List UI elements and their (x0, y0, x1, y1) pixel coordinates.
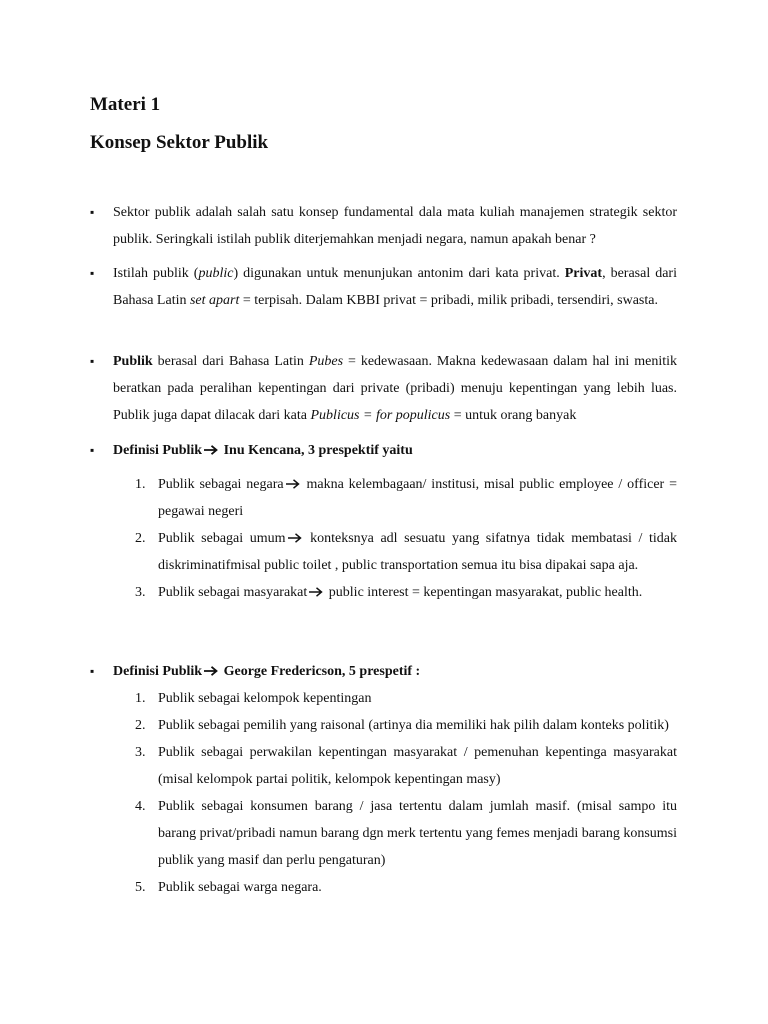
arrow-right-icon (309, 587, 323, 597)
italic-term: Pubes (308, 354, 344, 369)
item-text: Publik sebagai kelompok kepentingan (158, 691, 372, 706)
bullet-text: Sektor publik adalah salah satu konsep fundamental dala mata kuliah manajemen strategik sektor publik. Seringkali istilah publik diterjemahkan menjadi negara, namun apakah benar ? (113, 205, 677, 247)
text-run: = terpisah. Dalam KBBI privat = pribadi, milik pribadi, tersendiri, swasta. (239, 293, 658, 308)
item-number: 5. (135, 880, 146, 895)
text-run: = kedewasaan. Makna kedewasaan dalam hal ini menitik beratkan pada peralihan kepentingan dari private (pribadi) menuju kepentingan yang lebih luas. Publik juga dapat dilacak dari kata (113, 354, 678, 423)
section-heading (113, 443, 413, 458)
section-heading (113, 664, 420, 679)
document-title: Materi 1 (90, 94, 161, 115)
item-text: public interest = kepentingan masyarakat, public health. (325, 585, 643, 600)
bullet-sektor-publik (90, 199, 677, 253)
bullet-list-publik (90, 348, 677, 429)
bullet-publik-pubes (90, 348, 677, 429)
arrow-right-icon (288, 533, 302, 543)
list-item (113, 874, 677, 901)
italic-term: public (198, 266, 234, 281)
bold-term: Privat (564, 266, 603, 281)
item-text: Publik sebagai konsumen barang / jasa tertentu dalam jumlah masif. (misal sampo itu barang privat/pribadi namun barang dgn merk tertentu yang femes menjadi barang konsumsi publik yang masif dan perlu pengaturan) (158, 799, 678, 868)
text-run: Istilah publik ( (113, 266, 199, 281)
bullet-definisi-george-fredericson (90, 658, 677, 685)
text-run: = untuk orang banyak (450, 408, 577, 423)
heading-text: Definisi Publik (113, 664, 203, 679)
numbered-list-george-fredericson (113, 685, 677, 901)
arrow-right-icon (204, 445, 218, 455)
text-run: , berasal dari Bahasa Latin (113, 266, 677, 308)
item-text: Publik sebagai pemilih yang raisonal (artinya dia memiliki hak pilih dalam konteks politik) (158, 718, 669, 733)
text-run: ) digunakan untuk menunjukan antonim dari kata privat. (233, 266, 565, 281)
heading-text: Definisi Publik (113, 443, 203, 458)
arrow-right-icon (286, 479, 300, 489)
heading-text: Inu Kencana, 3 prespektif yaitu (220, 443, 413, 458)
list-item (113, 739, 677, 793)
text-run: berasal dari Bahasa Latin (152, 354, 309, 369)
bullet-list-inu-kencana (90, 437, 677, 464)
document-subtitle: Konsep Sektor Publik (90, 132, 269, 153)
item-number: 2. (135, 718, 146, 733)
italic-term: Publicus = for populicus (310, 408, 451, 423)
bullet-list-main (90, 199, 677, 253)
item-text: Publik sebagai perwakilan kepentingan masyarakat / pemenuhan kepentinga masyarakat (misal kelompok partai politik, kelompok kepentingan masy) (158, 745, 677, 787)
item-number: 2. (135, 531, 146, 546)
item-number: 3. (135, 585, 146, 600)
list-item (113, 525, 677, 579)
item-number: 1. (135, 691, 146, 706)
arrow-right-icon (204, 666, 218, 676)
item-number: 4. (135, 799, 146, 814)
heading-text: George Fredericson, 5 prespetif : (220, 664, 421, 679)
list-item (113, 579, 677, 606)
item-text: Publik sebagai warga negara. (158, 880, 322, 895)
list-item (113, 685, 677, 712)
list-item (113, 793, 677, 874)
item-text: Publik sebagai masyarakat (158, 585, 308, 600)
item-number: 1. (135, 477, 146, 492)
item-text: makna kelembagaan/ institusi, misal public employee / officer = pegawai negeri (158, 477, 677, 519)
item-text: Publik sebagai negara (158, 477, 284, 492)
bullet-definisi-inu-kencana (90, 437, 677, 464)
list-item (113, 712, 677, 739)
italic-term: set apart (189, 293, 240, 308)
item-number: 3. (135, 745, 146, 760)
bullet-istilah-publik (90, 260, 677, 314)
item-text: konteksnya adl sesuatu yang sifatnya tidak membatasi / tidak diskriminatifmisal public toilet , public transportation semua itu bisa dipakai sapa aja. (158, 531, 677, 573)
bullet-list-istilah (90, 260, 677, 314)
list-item (113, 471, 677, 525)
numbered-list-inu-kencana (113, 471, 677, 606)
bold-term: Publik (113, 354, 153, 369)
item-text: Publik sebagai umum (158, 531, 286, 546)
bullet-list-george-fredericson (90, 658, 677, 685)
